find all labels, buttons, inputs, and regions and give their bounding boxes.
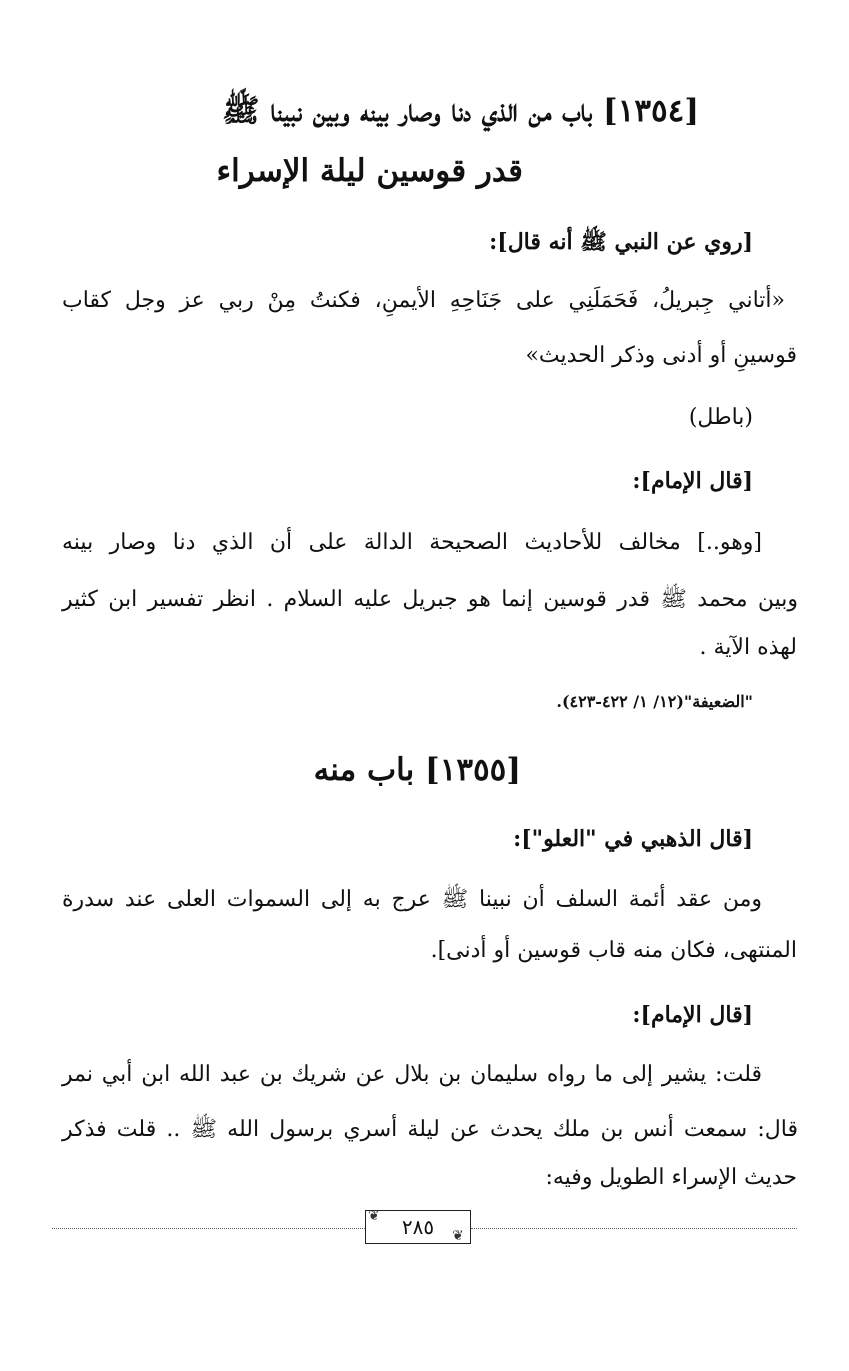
commentary-line-1: [وهو..] مخالف للأحاديث الصحيحة الدالة على أن الذي دنا وصار بينه [62,530,762,555]
ornament-icon: ❦ [452,1228,464,1244]
dhahabi-label: [قال الذهبي في "العلو"]: [513,826,753,852]
comment-line-1: قلت: يشير إلى ما رواه سليمان بن بلال عن شريك بن عبد الله ابن أبي نمر [62,1062,762,1087]
source-citation: "الضعيفة"(١٢/ ١/ ٤٢٢-٤٢٣). [556,692,753,711]
commentary-line-2: وبين محمد ﷺ قدر قوسين إنما هو جبريل عليه السلام . انظر تفسير ابن كثير [62,587,798,612]
page-number: ٢٨٥ [401,1215,435,1239]
footer-rule-left [52,1228,365,1229]
hadith-text-line-2: قوسينِ أو أدنى وذكر الحديث» [525,343,797,368]
hadith-text-line-1: «أتاني جِبريلُ، فَحَمَلَنِي على جَنَاحِهِ الأيمنِ، فكنتُ مِنْ ربي عز وجل كقاب [62,288,785,313]
footer-rule-right [471,1228,797,1229]
chapter-heading-1354-subtitle: قدر قوسين ليلة الإسراء [216,153,523,189]
chapter-heading-1354: [١٣٥٤] باب من الذي دنا وصار بينه وبين نبينا ﷺ [222,93,699,129]
imam-label-2: [قال الإمام]: [632,1002,753,1028]
chapter-heading-1355: [١٣٥٥] باب منه [313,752,521,788]
comment-line-2: قال: سمعت أنس بن ملك يحدث عن ليلة أسري برسول الله ﷺ .. قلت فذكر [62,1117,798,1142]
narration-label: [روي عن النبي ﷺ أنه قال]: [489,229,753,255]
quote-line-2: المنتهى، فكان منه قاب قوسين أو أدنى]. [430,938,797,963]
hadith-grade: (باطل) [688,405,753,430]
imam-label-1: [قال الإمام]: [632,468,753,494]
quote-line-1: ومن عقد أئمة السلف أن نبينا ﷺ عرج به إلى السموات العلى عند سدرة [62,887,762,912]
commentary-line-3: لهذه الآية . [699,635,797,660]
ornament-icon: ❦ [368,1208,380,1224]
comment-line-3: حديث الإسراء الطويل وفيه: [545,1165,797,1190]
